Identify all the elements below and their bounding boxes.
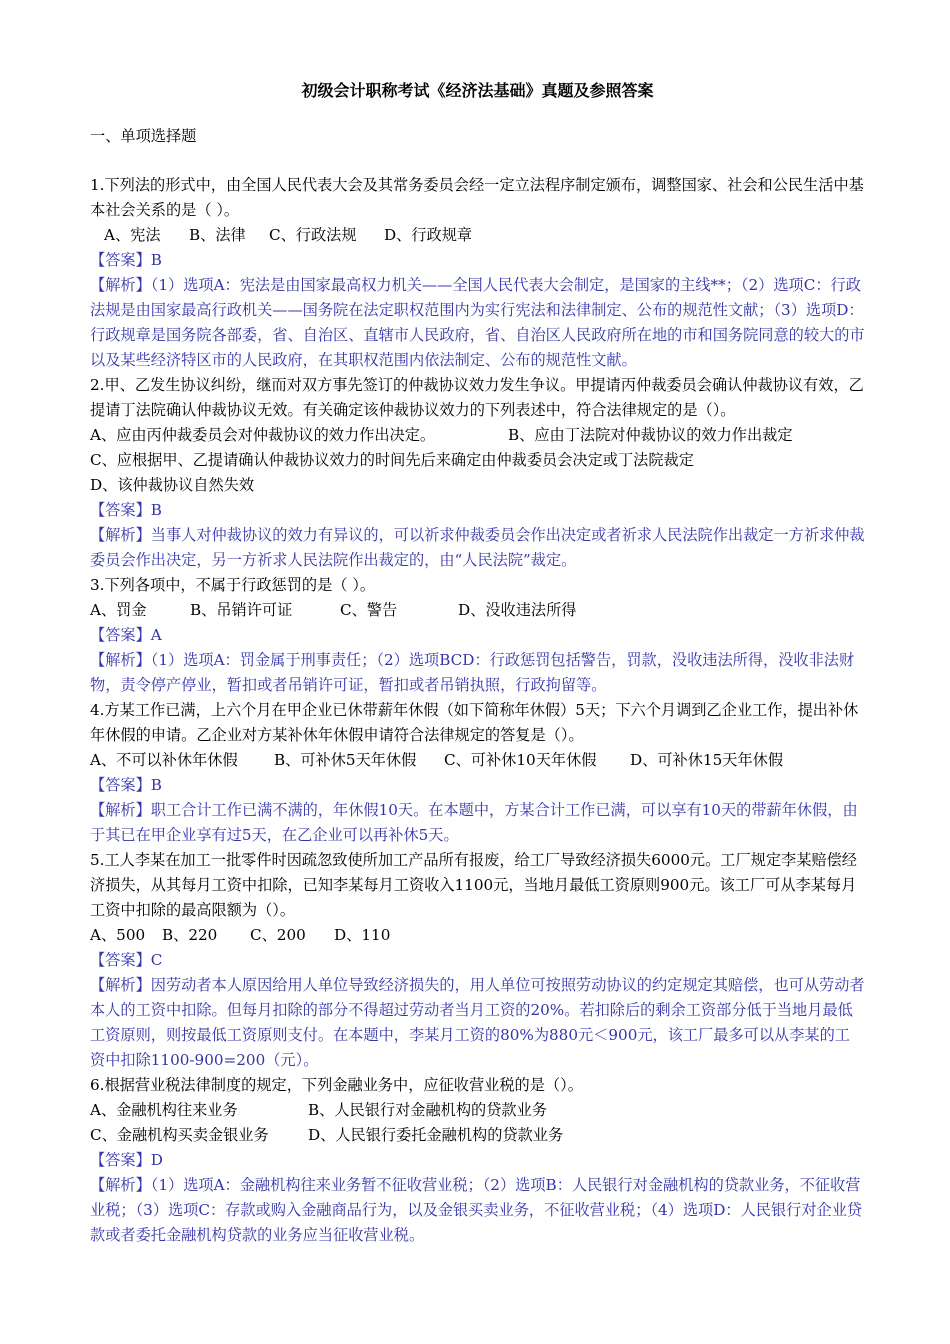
explanation-text: （1）选项A：罚金属于刑事责任；（2）选项BCD：行政惩罚包括警告，罚款，没收违法所得，没收非法财物，责令停产停业，暂扣或者吊销许可证，暂扣或者吊销执照，行政拘留等。	[90, 651, 855, 694]
option-b: B、法律	[189, 226, 246, 244]
document-page	[90, 72, 865, 1248]
explanation-label: 【解析】	[90, 976, 151, 994]
option-b: B、吊销许可证	[190, 601, 293, 619]
option-a: A、不可以补休年休假	[90, 751, 238, 769]
explanation-text: 当事人对仲裁协议的效力有异议的，可以祈求仲裁委员会作出决定或者祈求人民法院作出裁定一方祈求仲裁委员会作出决定，另一方祈求人民法院作出裁定的，由“人民法院”裁定。	[90, 526, 865, 569]
question-options	[90, 748, 865, 773]
option-c: C、金融机构买卖金银业务	[90, 1126, 269, 1144]
explanation-label: 【解析】	[90, 276, 151, 294]
answer: 【答案】C	[90, 951, 163, 969]
question-1	[90, 173, 865, 373]
option-b: B、人民银行对金融机构的贷款业务	[308, 1101, 547, 1119]
explanation-text: 职工合计工作已满不满的，年休假10天。在本题中，方某合计工作已满，可以享有10天的带薪年休假，由于其已在甲企业享有过5天，在乙企业可以再补休5天。	[90, 801, 858, 844]
explanation	[90, 523, 865, 573]
option-b: B、可补休5天年休假	[274, 751, 417, 769]
question-5	[90, 848, 865, 1073]
option-d: D、该仲裁协议自然失效	[90, 476, 255, 494]
option-d: D、人民银行委托金融机构的贷款业务	[308, 1126, 564, 1144]
answer: 【答案】B	[90, 501, 162, 519]
explanation-label: 【解析】	[90, 801, 151, 819]
answer: 【答案】B	[90, 251, 162, 269]
option-c: C、行政法规	[269, 226, 357, 244]
explanation-label: 【解析】	[90, 526, 151, 544]
page-title: 初级会计职称考试《经济法基础》真题及参照答案	[301, 81, 654, 100]
option-d: D、110	[334, 926, 391, 944]
explanation	[90, 973, 865, 1073]
option-c: C、200	[250, 926, 306, 944]
question-options	[90, 598, 865, 623]
explanation	[90, 1173, 865, 1248]
question-options	[90, 423, 865, 448]
explanation	[90, 798, 865, 848]
option-c: C、可补休10天年休假	[444, 751, 597, 769]
answer: 【答案】B	[90, 776, 162, 794]
answer: 【答案】D	[90, 1151, 163, 1169]
question-options	[90, 1098, 865, 1123]
explanation-text: （1）选项A：金融机构往来业务暂不征收营业税；（2）选项B：人民银行对金融机构的贷款业务，不征收营业税；（3）选项C：存款或购入金融商品行为，以及金银买卖业务，不征收营业税；（4）选项D：人民银行对企业贷款或者委托金融机构贷款的业务应当征收营业税。	[90, 1176, 863, 1244]
option-c: C、警告	[340, 601, 398, 619]
option-a: A、应由丙仲裁委员会对仲裁协议的效力作出决定。	[90, 426, 436, 444]
question-2	[90, 373, 865, 573]
option-d: D、没收违法所得	[458, 601, 577, 619]
question-stem: 1.下列法的形式中，由全国人民代表大会及其常务委员会经一定立法程序制定颁布，调整国家、社会和公民生活中基本社会关系的是（ ）。	[90, 176, 864, 219]
option-b: B、220	[162, 926, 218, 944]
question-stem: 3.下列各项中，不属于行政惩罚的是（ ）。	[90, 576, 376, 594]
explanation-label: 【解析】	[90, 1176, 151, 1194]
question-options-2	[90, 1123, 865, 1148]
option-a: A、罚金	[90, 601, 147, 619]
option-a: A、金融机构往来业务	[90, 1101, 238, 1119]
question-4	[90, 698, 865, 848]
question-stem: 2.甲、乙发生协议纠纷，继而对双方事先签订的仲裁协议效力发生争议。甲提请丙仲裁委员会确认仲裁协议有效，乙提请丁法院确认仲裁协议无效。有关确定该仲裁协议效力的下列表述中，符合法律规定的是（）。	[90, 376, 864, 419]
option-a: A、宪法	[104, 226, 161, 244]
explanation-text: （1）选项A：宪法是由国家最高权力机关——全国人民代表大会制定，是国家的主线**；（2）选项C：行政法规是由国家最高行政机关——国务院在法定职权范围内为实行宪法和法律制定、公布的规范性文献；（3）选项D：行政规章是国务院各部委，省、自治区、直辖市人民政府，省、自治区人民政府所在地的市和国务院同意的较大的市以及某些经济特区市的人民政府，在其职权范围内依法制定、公布的规范性文献。	[90, 276, 865, 369]
section-heading: 一、单项选择题	[90, 127, 197, 145]
option-c: C、应根据甲、乙提请确认仲裁协议效力的时间先后来确定由仲裁委员会决定或丁法院裁定	[90, 451, 694, 469]
question-stem: 6.根据营业税法律制度的规定，下列金融业务中，应征收营业税的是（）。	[90, 1076, 583, 1094]
question-stem: 4.方某工作已满，上六个月在甲企业已休带薪年休假（如下简称年休假）5天；下六个月调到乙企业工作，提出补休年休假的申请。乙企业对方某补休年休假申请符合法律规定的答复是（）。	[90, 701, 859, 744]
explanation-text: 因劳动者本人原因给用人单位导致经济损失的，用人单位可按照劳动协议的约定规定其赔偿，也可从劳动者本人的工资中扣除。但每月扣除的部分不得超过劳动者当月工资的20%。若扣除后的剩余工资部分低于当地月最低工资原则，则按最低工资原则支付。在本题中，李某月工资的80%为880元＜900元，该工厂最多可以从李某的工资中扣除1100-900=200（元）。	[90, 976, 865, 1069]
option-d: D、可补休15天年休假	[630, 751, 784, 769]
question-options	[90, 223, 865, 248]
question-options	[90, 923, 865, 948]
question-3	[90, 573, 865, 698]
question-stem: 5.工人李某在加工一批零件时因疏忽致使所加工产品所有报废，给工厂导致经济损失6000元。工厂规定李某赔偿经济损失，从其每月工资中扣除，已知李某每月工资收入1100元，当地月最低工资原则900元。该工厂可从李某每月工资中扣除的最高限额为（）。	[90, 851, 857, 919]
explanation	[90, 273, 865, 373]
explanation-label: 【解析】	[90, 651, 151, 669]
option-a: A、500	[90, 926, 146, 944]
question-6	[90, 1073, 865, 1248]
answer: 【答案】A	[90, 626, 162, 644]
option-d: D、行政规章	[384, 226, 473, 244]
option-b: B、应由丁法院对仲裁协议的效力作出裁定	[508, 426, 793, 444]
explanation	[90, 648, 865, 698]
